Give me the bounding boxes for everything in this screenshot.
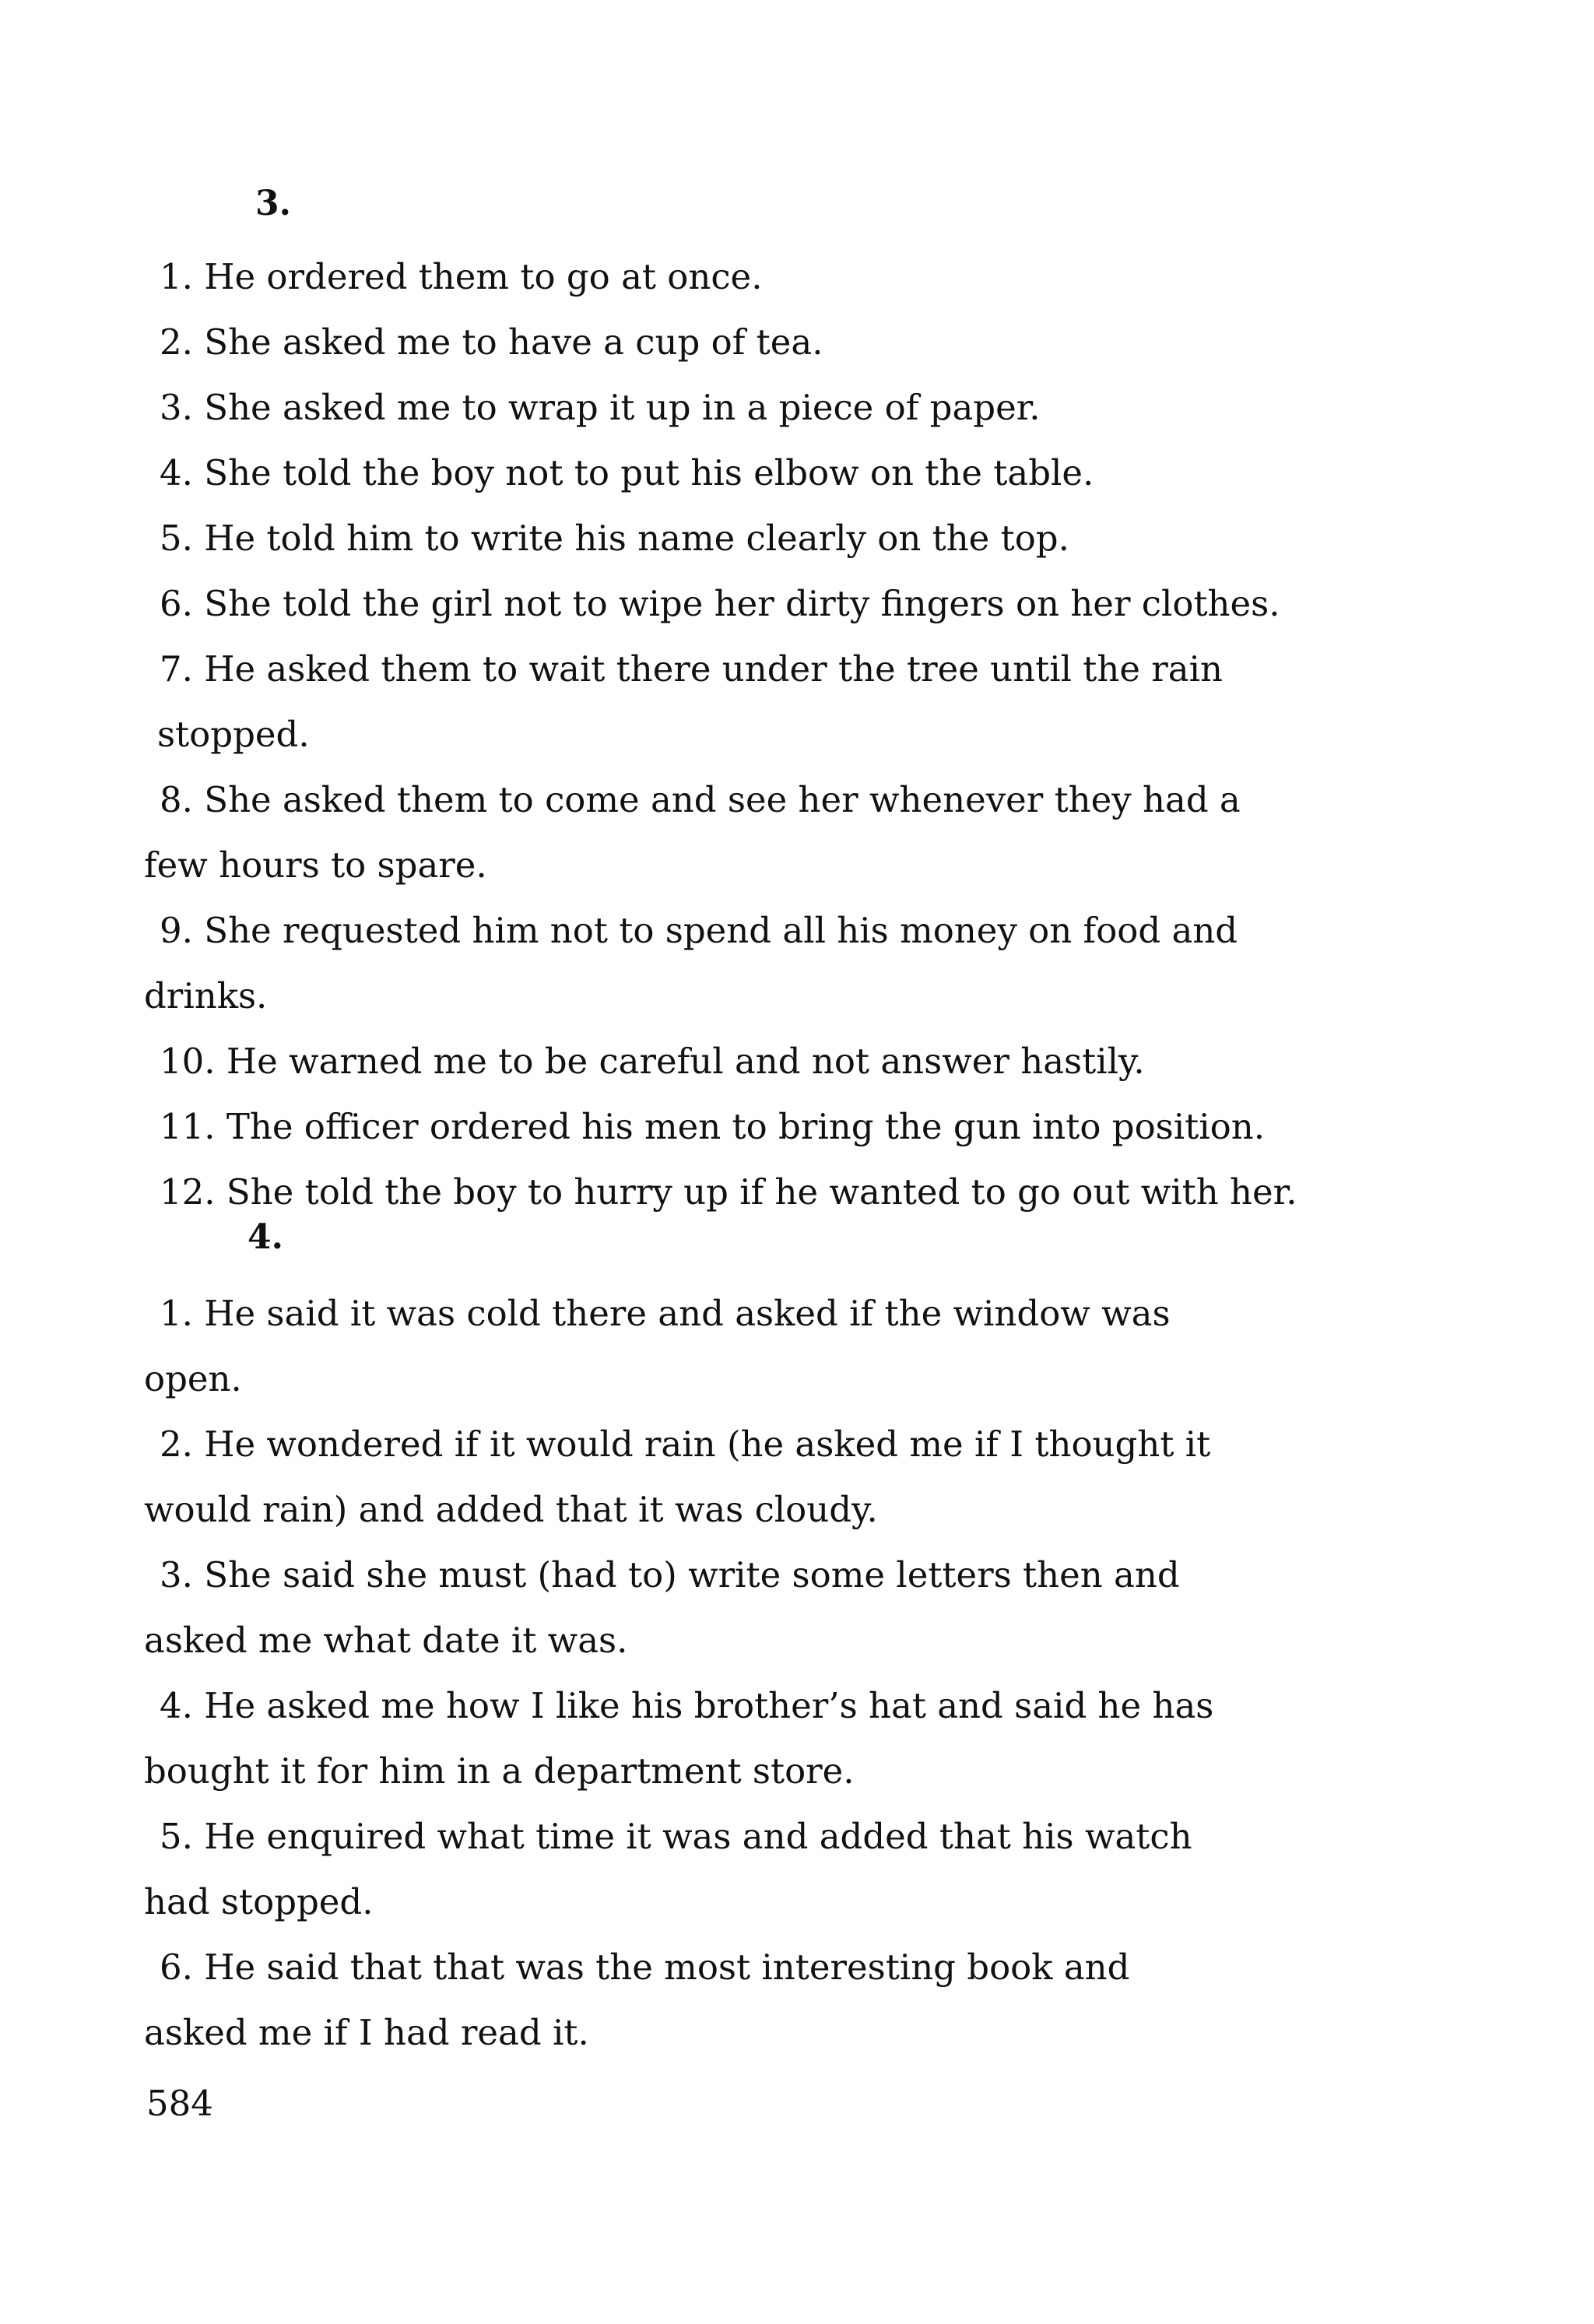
section-4-item-5 [144, 1804, 1467, 1935]
section-3-item-11: 11. The officer ordered his men to bring the gun into position. [160, 1106, 1266, 1147]
section-4-item-4-line-1: 4. He asked me how I like his brother’s hat and said he has [160, 1685, 1214, 1726]
section-3-item-12: 12. She told the boy to hurry up if he wanted to go out with her. [160, 1171, 1297, 1213]
section-4-item-3 [144, 1543, 1467, 1673]
section-3-item-8-line-2: few hours to spare. [144, 844, 487, 886]
section-4-item-2-line-1: 2. He wondered if it would rain (he asked me if I thought it [160, 1424, 1211, 1465]
section-3-heading: 3. [255, 184, 291, 223]
section-3-item-8-line-1: 8. She asked them to come and see her whenever they had a [160, 779, 1241, 820]
section-4-item-4-line-2: bought it for him in a department store. [144, 1750, 855, 1792]
section-3-item-9-line-2: drinks. [144, 975, 268, 1016]
section-3-item-5: 5. He told him to write his name clearly on the top. [160, 518, 1069, 559]
page-number: 584 [146, 2083, 213, 2124]
section-3-item-3: 3. She asked me to wrap it up in a piece of paper. [160, 387, 1041, 428]
section-3-item-7-line-2: stopped. [157, 714, 310, 755]
section-4-heading: 4. [248, 1217, 283, 1257]
section-3-item-8 [144, 767, 1467, 898]
section-3-item-2: 2. She asked me to have a cup of tea. [160, 321, 823, 363]
section-3-item-1: 1. He ordered them to go at once. [160, 256, 763, 297]
section-4-item-3-line-1: 3. She said she must (had to) write some letters then and [160, 1554, 1180, 1596]
section-4-item-2 [144, 1412, 1467, 1543]
section-4-item-1 [144, 1281, 1467, 1412]
section-3-item-4: 4. She told the boy not to put his elbow on the table. [160, 452, 1094, 493]
section-4-item-6-line-2: asked me if I had read it. [144, 2012, 589, 2053]
section-3-item-9 [144, 898, 1467, 1029]
section-4-item-5-line-2: had stopped. [144, 1881, 374, 1922]
section-3-item-7 [157, 637, 1467, 767]
section-3-item-6: 6. She told the girl not to wipe her dirty fingers on her clothes. [160, 583, 1280, 624]
section-3-item-9-line-1: 9. She requested him not to spend all his money on food and [160, 910, 1238, 951]
section-3-item-10: 10. He warned me to be careful and not answer hastily. [160, 1041, 1145, 1082]
section-4-item-4 [144, 1673, 1467, 1804]
section-4-item-3-line-2: asked me what date it was. [144, 1620, 628, 1661]
section-4-item-2-line-2: would rain) and added that it was cloudy. [144, 1489, 878, 1530]
section-4-item-6-line-1: 6. He said that that was the most interesting book and [160, 1947, 1130, 1988]
section-4-item-1-line-2: open. [144, 1358, 242, 1399]
section-4-item-1-line-1: 1. He said it was cold there and asked if the window was [160, 1293, 1171, 1334]
section-4-item-5-line-1: 5. He enquired what time it was and added that his watch [160, 1816, 1192, 1857]
section-3-item-7-line-1: 7. He asked them to wait there under the tree until the rain [160, 648, 1223, 690]
section-4-item-6 [144, 1935, 1467, 2066]
